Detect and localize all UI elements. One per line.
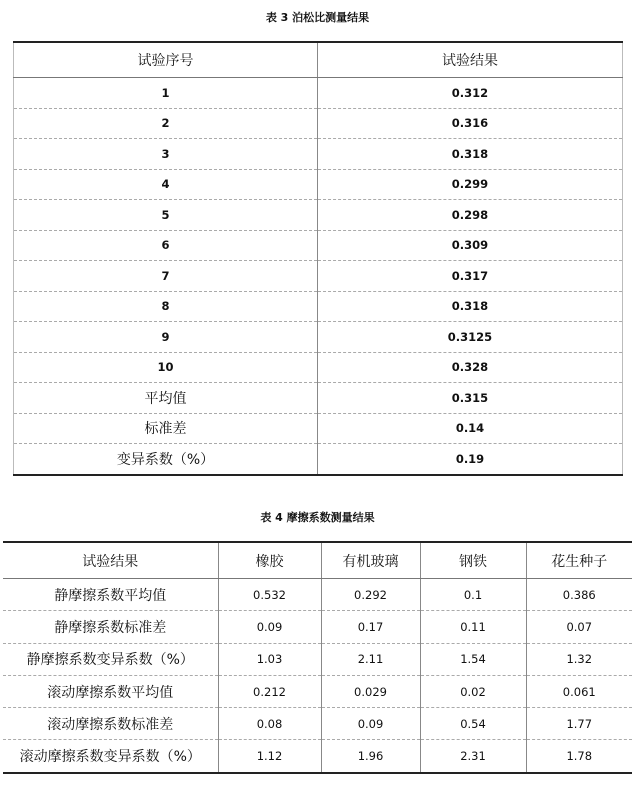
- trial-number-cell: 1: [14, 78, 318, 109]
- row-label-cell: 静摩擦系数平均值: [54, 587, 167, 604]
- value-cell: 1.12: [218, 740, 321, 773]
- value-cell: 0.17: [321, 611, 420, 643]
- trial-number-cell: 7: [14, 261, 318, 292]
- trial-number-cell: 3: [14, 139, 318, 170]
- trial-result-cell: 0.328: [318, 352, 623, 383]
- table-row: [14, 200, 623, 231]
- column-header: 试验结果: [318, 42, 623, 78]
- stat-value-cell: 0.315: [318, 383, 623, 414]
- trial-number-cell: 10: [14, 352, 318, 383]
- stat-value-cell: 0.14: [318, 413, 623, 444]
- table-row: [14, 383, 623, 414]
- table-row: [14, 352, 623, 383]
- value-cell: 0.061: [526, 675, 632, 707]
- table-header-row: [3, 542, 632, 579]
- trial-result-cell: 0.316: [318, 108, 623, 139]
- trial-result-cell: 0.299: [318, 169, 623, 200]
- table-row: [3, 708, 632, 740]
- column-header: 钢铁: [420, 542, 526, 579]
- trial-result-cell: 0.3125: [318, 322, 623, 353]
- row-label-cell: 静摩擦系数标准差: [3, 611, 218, 643]
- column-header: 花生种子: [526, 542, 632, 579]
- trial-number-cell: 8: [14, 291, 318, 322]
- value-cell: 1.78: [526, 740, 632, 773]
- stat-label-cell: 变异系数（%）: [14, 444, 318, 475]
- table-row: [14, 261, 623, 292]
- column-header: 有机玻璃: [321, 542, 420, 579]
- row-label-cell: 滚动摩擦系数标准差: [3, 708, 218, 740]
- value-cell: 0.54: [420, 708, 526, 740]
- trial-result-cell: 0.317: [318, 261, 623, 292]
- table3-caption: 表 3 泊松比测量结果: [265, 11, 370, 24]
- row-label-cell: 滚动摩擦系数变异系数（%）: [3, 740, 218, 773]
- value-cell: 2.31: [420, 740, 526, 773]
- table-row: [3, 579, 632, 611]
- value-cell: 1.54: [420, 643, 526, 675]
- value-cell: 1.32: [526, 643, 632, 675]
- value-cell: 0.386: [526, 579, 632, 611]
- table-row: [14, 139, 623, 170]
- trial-number-cell: 5: [14, 200, 318, 231]
- value-cell: 0.532: [218, 579, 321, 611]
- column-header: 试验结果: [3, 542, 218, 579]
- trial-number-cell: 9: [14, 322, 318, 353]
- table-row: [14, 444, 623, 475]
- row-label-cell: 滚动摩擦系数平均值: [3, 675, 218, 707]
- table-row: [3, 611, 632, 643]
- friction-coefficient-table: [3, 541, 632, 774]
- trial-number-cell: 6: [14, 230, 318, 261]
- value-cell: 0.09: [218, 611, 321, 643]
- table-row: [14, 230, 623, 261]
- column-header: 橡胶: [218, 542, 321, 579]
- trial-number-cell: 2: [14, 108, 318, 139]
- value-cell: 1.03: [218, 643, 321, 675]
- table-row: [3, 643, 632, 675]
- table-row: [3, 740, 632, 773]
- column-header: 试验序号: [14, 42, 318, 78]
- table-row: [14, 413, 623, 444]
- table4-caption: 表 4 摩擦系数测量结果: [260, 511, 375, 524]
- trial-number-cell: 4: [14, 169, 318, 200]
- stat-label-cell: 标准差: [14, 413, 318, 444]
- value-cell: 0.07: [526, 611, 632, 643]
- table-row: [14, 291, 623, 322]
- stat-value-cell: 0.19: [318, 444, 623, 475]
- table-header-row: [14, 42, 623, 78]
- trial-result-cell: 0.312: [318, 78, 623, 109]
- table-row: [3, 675, 632, 707]
- value-cell: 0.212: [218, 675, 321, 707]
- table-row: [14, 78, 623, 109]
- value-cell: 0.08: [218, 708, 321, 740]
- row-label-cell: 静摩擦系数变异系数（%）: [3, 643, 218, 675]
- trial-result-cell: 0.309: [318, 230, 623, 261]
- value-cell: 0.1: [420, 579, 526, 611]
- table-row: [14, 322, 623, 353]
- trial-result-cell: 0.318: [318, 139, 623, 170]
- value-cell: 2.11: [321, 643, 420, 675]
- trial-result-cell: 0.318: [318, 291, 623, 322]
- value-cell: 0.02: [420, 675, 526, 707]
- value-cell: 0.292: [321, 579, 420, 611]
- poisson-ratio-table: [13, 41, 623, 476]
- value-cell: 0.09: [321, 708, 420, 740]
- value-cell: 1.77: [526, 708, 632, 740]
- value-cell: 1.96: [321, 740, 420, 773]
- table-row: [14, 108, 623, 139]
- stat-label-cell: 平均值: [14, 383, 318, 414]
- value-cell: 0.11: [420, 611, 526, 643]
- value-cell: 0.029: [321, 675, 420, 707]
- trial-result-cell: 0.298: [318, 200, 623, 231]
- table-row: [14, 169, 623, 200]
